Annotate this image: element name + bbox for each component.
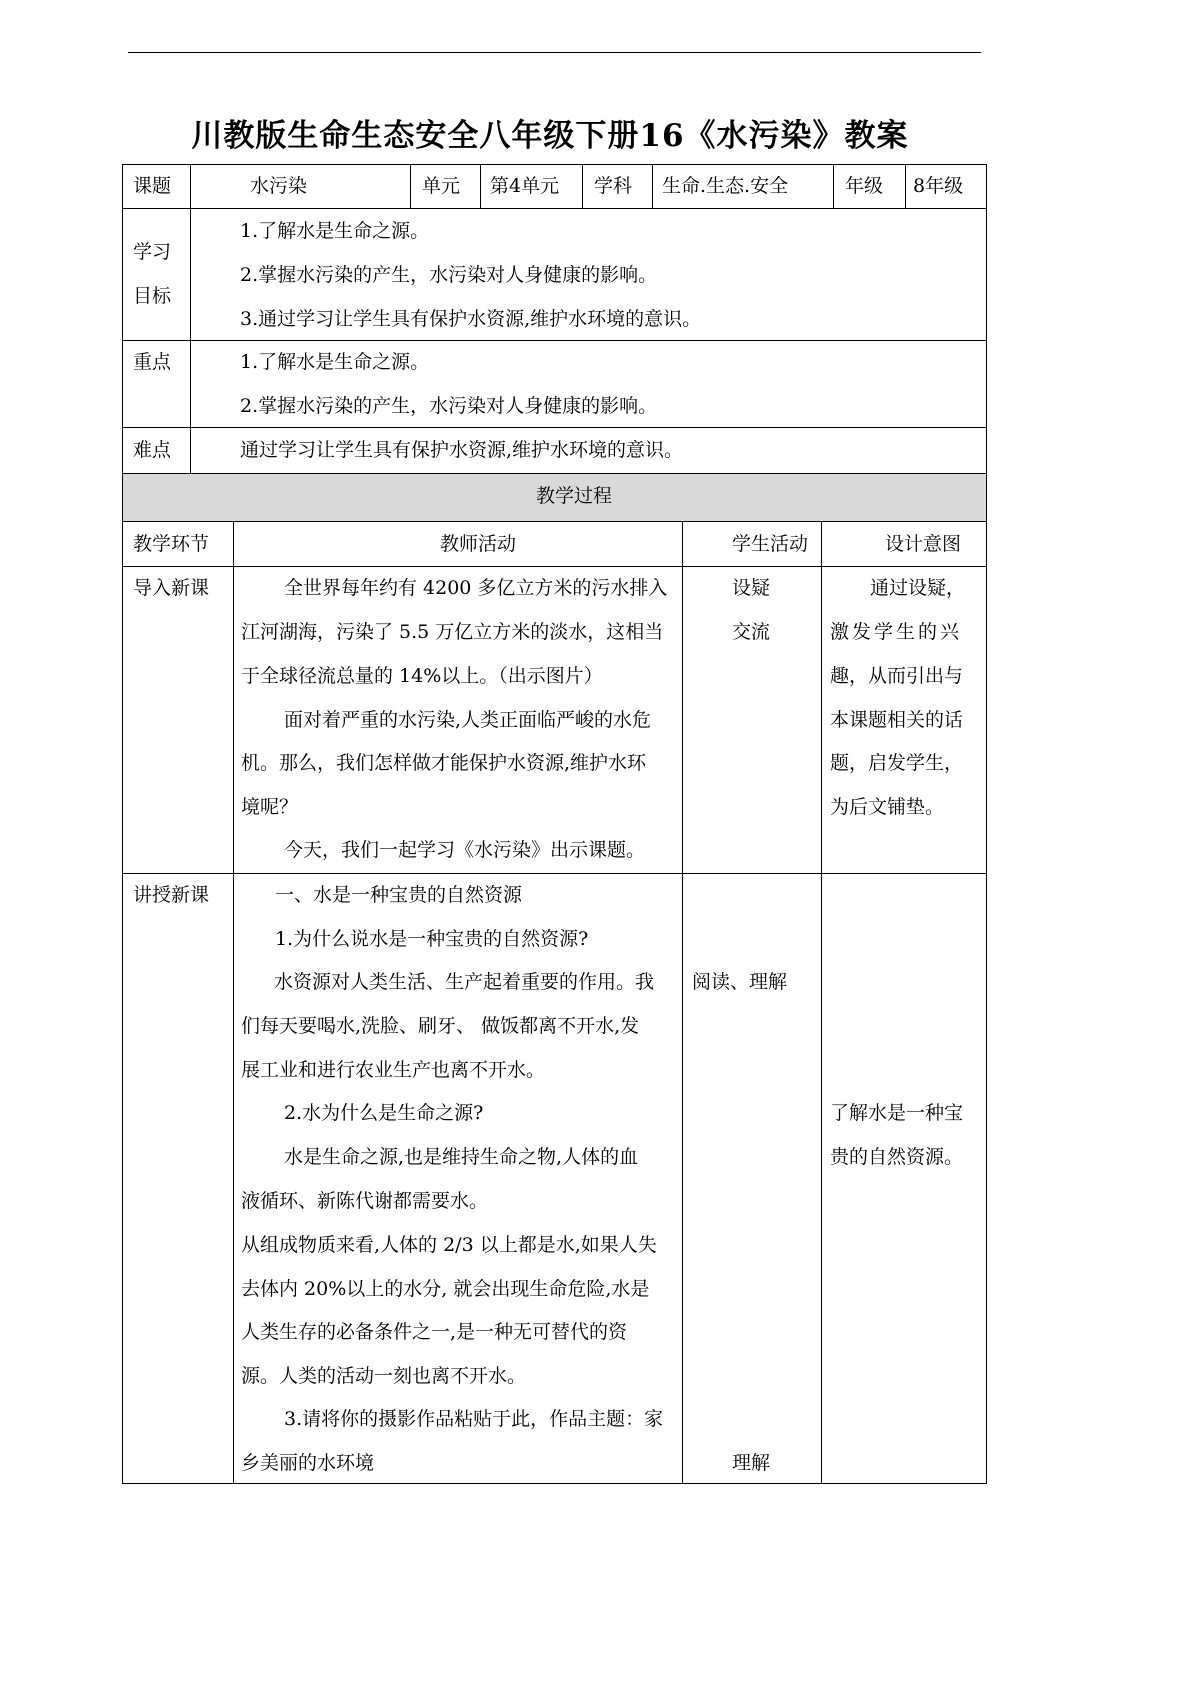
difficulty-text: 通过学习让学生具有保护水资源,维护水环境的意识。 [240,439,684,461]
col-divider [233,521,234,1484]
difficulty-label: 难点 [133,439,172,461]
intro-design-line: 题，启发学生， [830,752,964,774]
col-divider [480,164,481,208]
column-header-student: 学生活动 [732,533,809,555]
row-divider [122,473,987,474]
lecture-teacher-line: 去体内 20%以上的水分, 就会出现生命危险,水是 [241,1278,650,1300]
unit-label: 单元 [422,175,461,197]
intro-teacher-line: 机。那么，我们怎样做才能保护水资源,维护水环 [241,752,647,774]
col-divider [190,164,191,473]
col-divider [652,164,653,208]
objectives-label: 学习 [133,241,172,263]
intro-student-line: 设疑 [732,577,771,599]
col-divider [905,164,906,208]
key-point-item: 1.了解水是生命之源。 [240,351,430,373]
col-divider [582,164,583,208]
objective-item: 1.了解水是生命之源。 [240,220,430,242]
key-points-label: 重点 [133,351,172,373]
lecture-design-line: 了解水是一种宝 [830,1102,964,1124]
topic-value: 水污染 [250,175,308,197]
intro-design-line: 通过设疑， [870,577,966,599]
lecture-teacher-line: 源。人类的活动一刻也离不开水。 [241,1365,527,1387]
stage-lecture: 讲授新课 [133,884,210,906]
intro-design-line: 激发学生的兴 [830,621,963,643]
intro-design-line: 为后文铺垫。 [830,796,945,818]
lecture-design-line: 贵的自然资源。 [830,1146,964,1168]
row-divider [122,873,987,874]
lecture-teacher-line: 一、水是一种宝贵的自然资源 [275,884,523,906]
objective-item: 3.通过学习让学生具有保护水资源,维护水环境的意识。 [240,308,702,330]
lecture-teacher-line: 水是生命之源,也是维持生命之物,人体的血 [284,1146,639,1168]
lecture-teacher-line: 3.请将你的摄影作品粘贴于此，作品主题：家 [284,1408,664,1430]
col-divider [410,164,411,208]
lecture-teacher-line: 液循环、新陈代谢都需要水。 [241,1190,489,1212]
lecture-teacher-line: 人类生存的必备条件之一,是一种无可替代的资 [241,1321,628,1343]
objective-item: 2.掌握水污染的产生，水污染对人身健康的影响。 [240,264,658,286]
key-point-item: 2.掌握水污染的产生，水污染对人身健康的影响。 [240,395,658,417]
objectives-label: 目标 [133,285,172,307]
intro-design-line: 本课题相关的话 [830,709,964,731]
row-divider [122,427,987,428]
row-divider [122,521,987,522]
col-divider [833,164,834,208]
lecture-teacher-line: 们每天要喝水,洗脸、刷牙、 做饭都离不开水,发 [241,1015,640,1037]
intro-student-line: 交流 [732,621,771,643]
intro-teacher-line: 于全球径流总量的 14%以上。（出示图片） [241,665,603,687]
column-header-stage: 教学环节 [133,533,210,555]
grade-label: 年级 [845,175,884,197]
row-divider [122,340,987,341]
stage-intro: 导入新课 [133,577,210,599]
row-divider [122,566,987,567]
process-heading: 教学过程 [536,485,613,507]
intro-teacher-line: 境呢？ [241,796,299,818]
lecture-teacher-line: 展工业和进行农业生产也离不开水。 [241,1059,546,1081]
subject-value: 生命.生态.安全 [662,175,789,197]
column-header-teacher: 教师活动 [440,533,517,555]
intro-teacher-line: 面对着严重的水污染,人类正面临严峻的水危 [284,709,652,731]
unit-value: 第4单元 [490,175,560,197]
topic-label: 课题 [133,175,172,197]
lecture-teacher-line: 2.水为什么是生命之源? [284,1102,484,1124]
lecture-teacher-line: 从组成物质来看,人体的 2/3 以上都是水,如果人失 [241,1234,657,1256]
lecture-teacher-line: 乡美丽的水环境 [241,1452,375,1474]
header-rule [128,52,981,53]
row-divider [122,208,987,209]
intro-teacher-line: 江河湖海，污染了 5.5 万亿立方米的淡水，这相当 [241,621,664,643]
col-divider [821,521,822,1484]
intro-teacher-line: 今天，我们一起学习《水污染》出示课题。 [284,839,646,861]
grade-value: 8年级 [913,175,964,197]
col-divider [682,521,683,1484]
document-title: 川教版生命生态安全八年级下册16《水污染》教案 [191,118,909,154]
intro-design-line: 趣，从而引出与 [830,665,964,687]
lecture-student-line: 阅读、理解 [692,971,788,993]
lecture-student-line: 理解 [732,1452,771,1474]
intro-teacher-line: 全世界每年约有 4200 多亿立方米的污水排入 [284,577,668,599]
lecture-teacher-line: 水资源对人类生活、生产起着重要的作用。我 [274,971,655,993]
lecture-teacher-line: 1.为什么说水是一种宝贵的自然资源? [275,928,589,950]
column-header-design: 设计意图 [885,533,962,555]
subject-label: 学科 [594,175,633,197]
